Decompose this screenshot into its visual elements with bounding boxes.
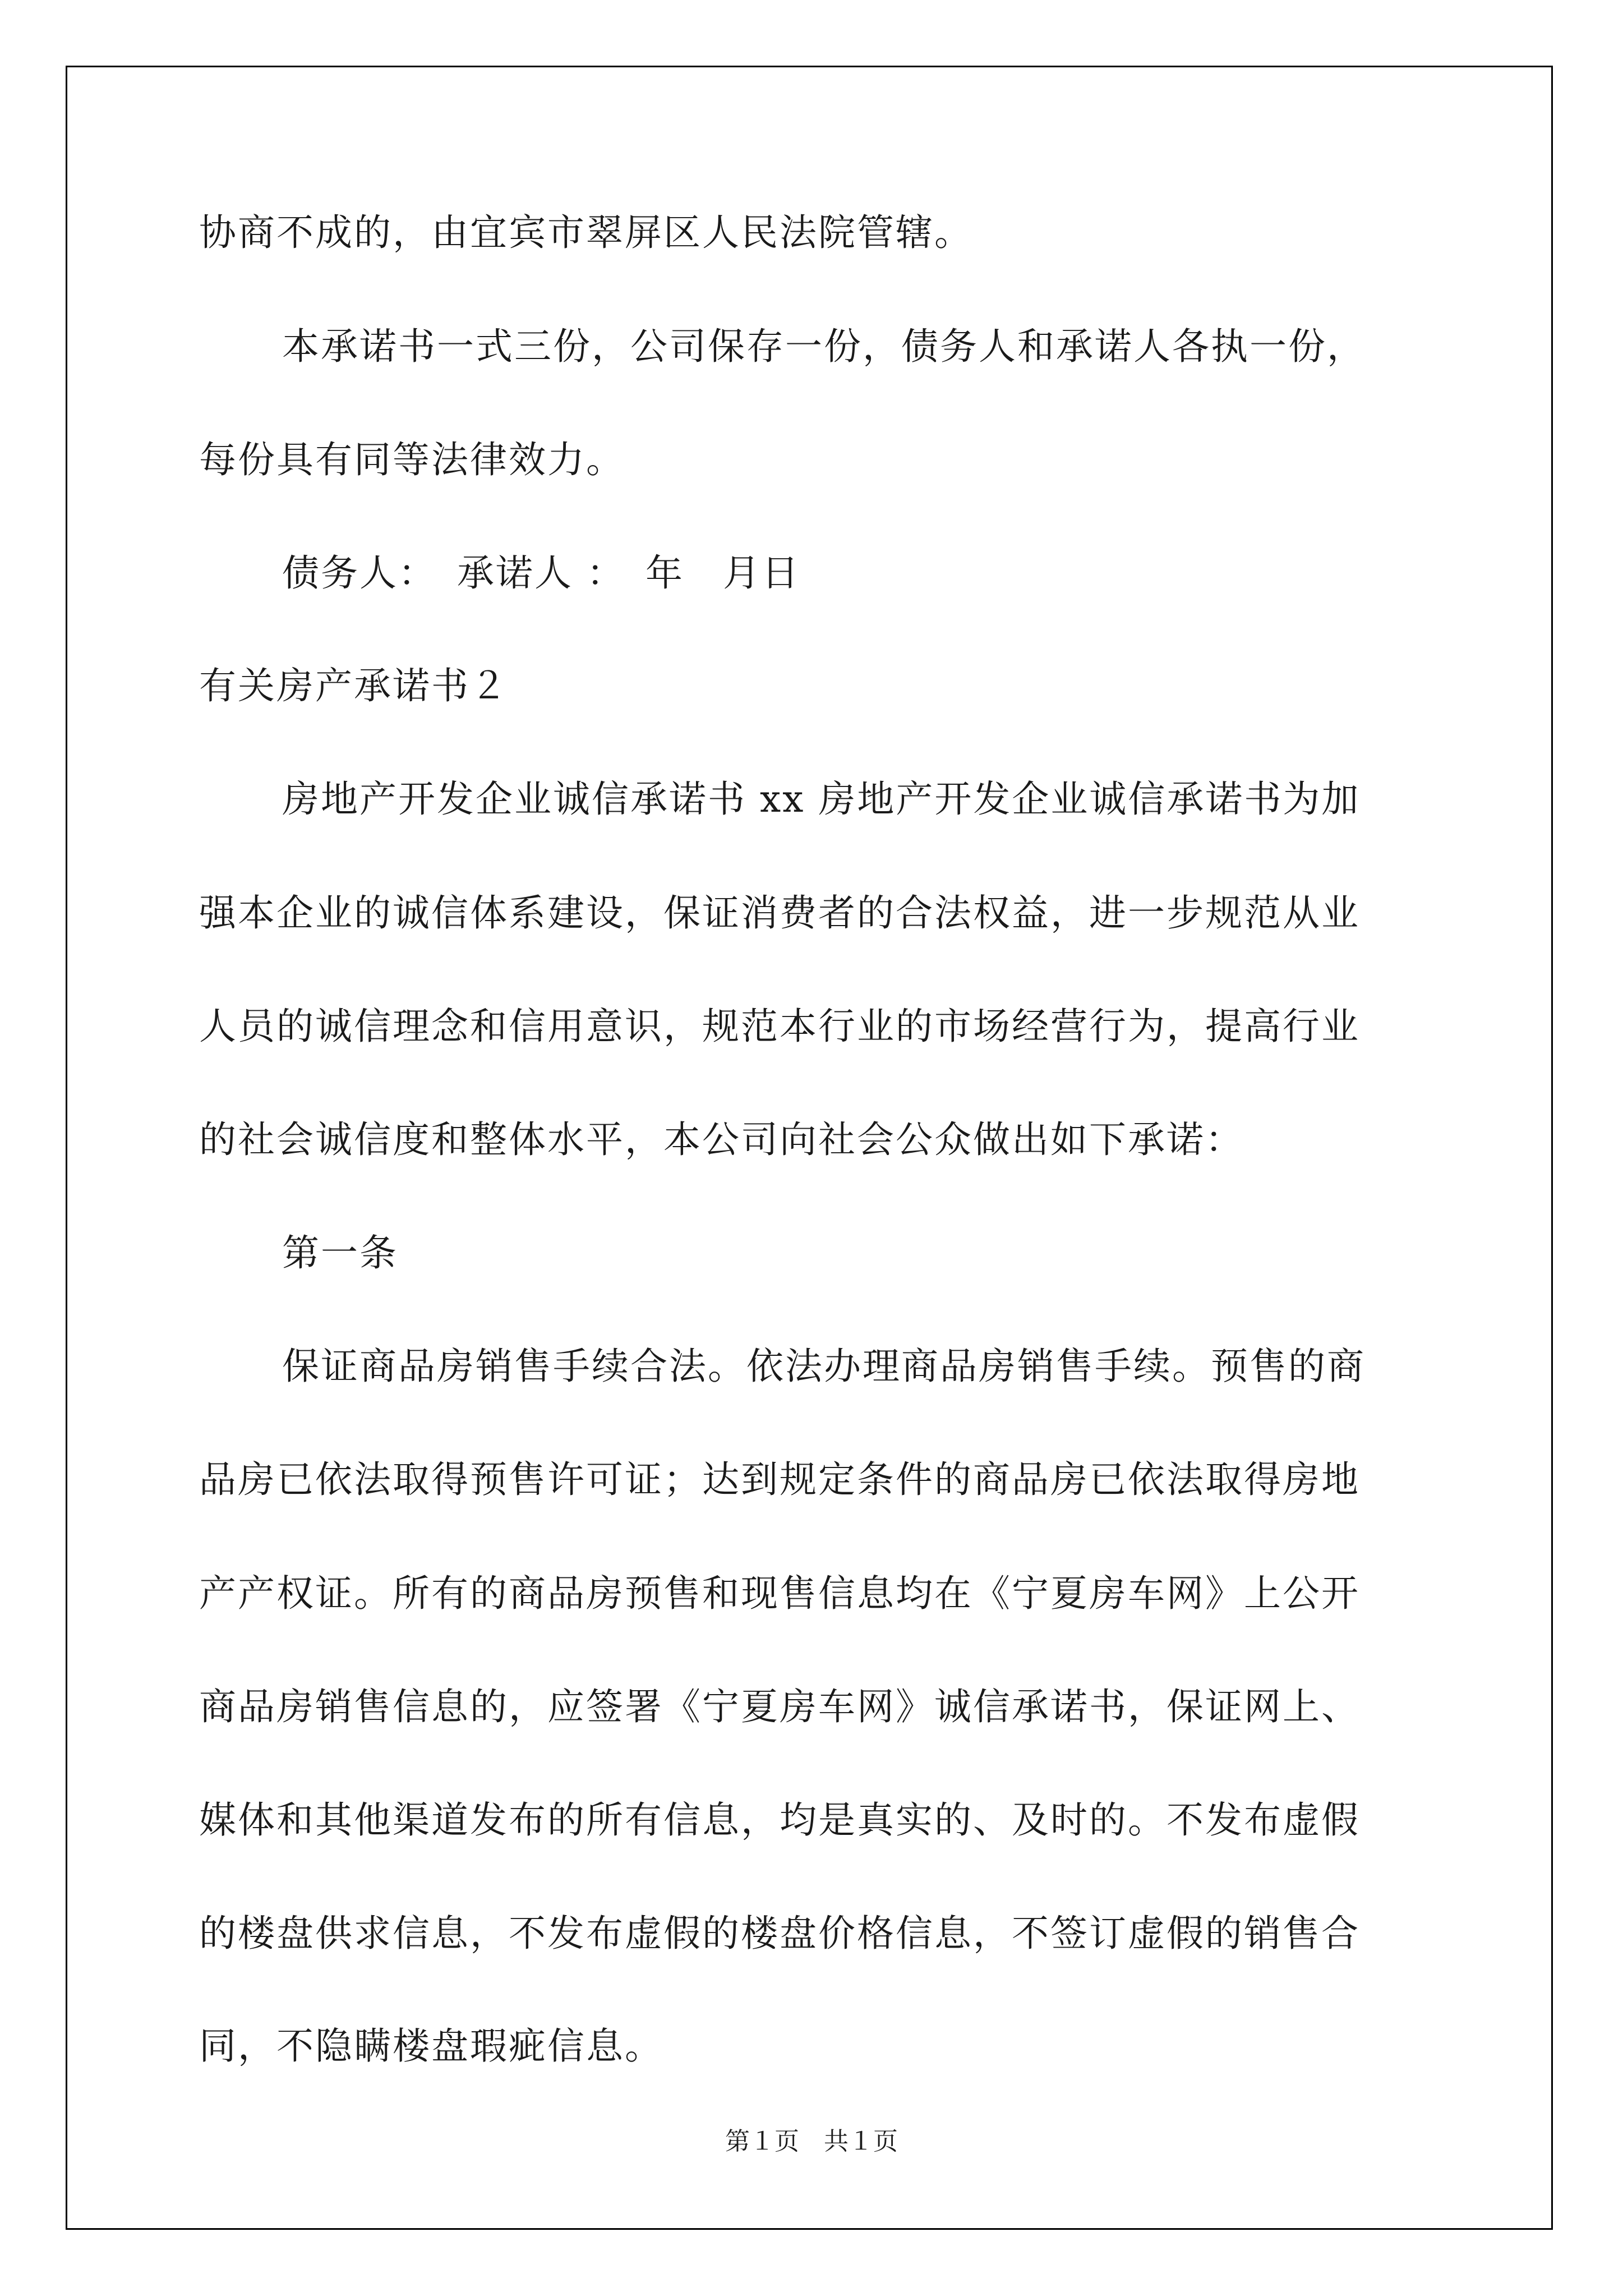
paragraph-line: 保证商品房销售手续合法。依法办理商品房销售手续。预售的商 (282, 1345, 1366, 1388)
page-number-footer: 第１页 共１页 (725, 2128, 898, 2155)
paragraph-line: 人员的诚信理念和信用意识，规范本行业的市场经营行为，提高行业 (199, 1005, 1360, 1048)
paragraph-line: 的楼盘供求信息，不发布虚假的楼盘价格信息，不签订虚假的销售合 (199, 1912, 1360, 1955)
paragraph-line: 协商不成的，由宜宾市翠屏区人民法院管辖。 (199, 211, 973, 254)
article-heading: 第一条 (282, 1231, 398, 1274)
paragraph-line: 本承诺书一式三份，公司保存一份，债务人和承诺人各执一份， (282, 325, 1366, 368)
paragraph-line: 房地产开发企业诚信承诺书 xx 房地产开发企业诚信承诺书为加 (282, 777, 1361, 821)
paragraph-line: 媒体和其他渠道发布的所有信息，均是真实的、及时的。不发布虚假 (199, 1798, 1360, 1842)
paragraph-line: 的社会诚信度和整体水平，本公司向社会公众做出如下承诺： (199, 1118, 1244, 1161)
paragraph-line: 商品房销售信息的，应签署《宁夏房车网》诚信承诺书，保证网上、 (199, 1685, 1360, 1728)
paragraph-line: 强本企业的诚信体系建设，保证消费者的合法权益，进一步规范从业 (199, 891, 1360, 935)
signature-line: 债务人： 承诺人 ： 年 月日 (282, 551, 800, 595)
paragraph-line: 产产权证。所有的商品房预售和现售信息均在《宁夏房车网》上公开 (199, 1572, 1360, 1615)
paragraph-line: 同，不隐瞒楼盘瑕疵信息。 (199, 2024, 663, 2068)
paragraph-line: 品房已依法取得预售许可证；达到规定条件的商品房已依法取得房地 (199, 1458, 1360, 1501)
section-heading: 有关房产承诺书２ (199, 664, 509, 707)
paragraph-line: 每份具有同等法律效力。 (199, 438, 625, 481)
